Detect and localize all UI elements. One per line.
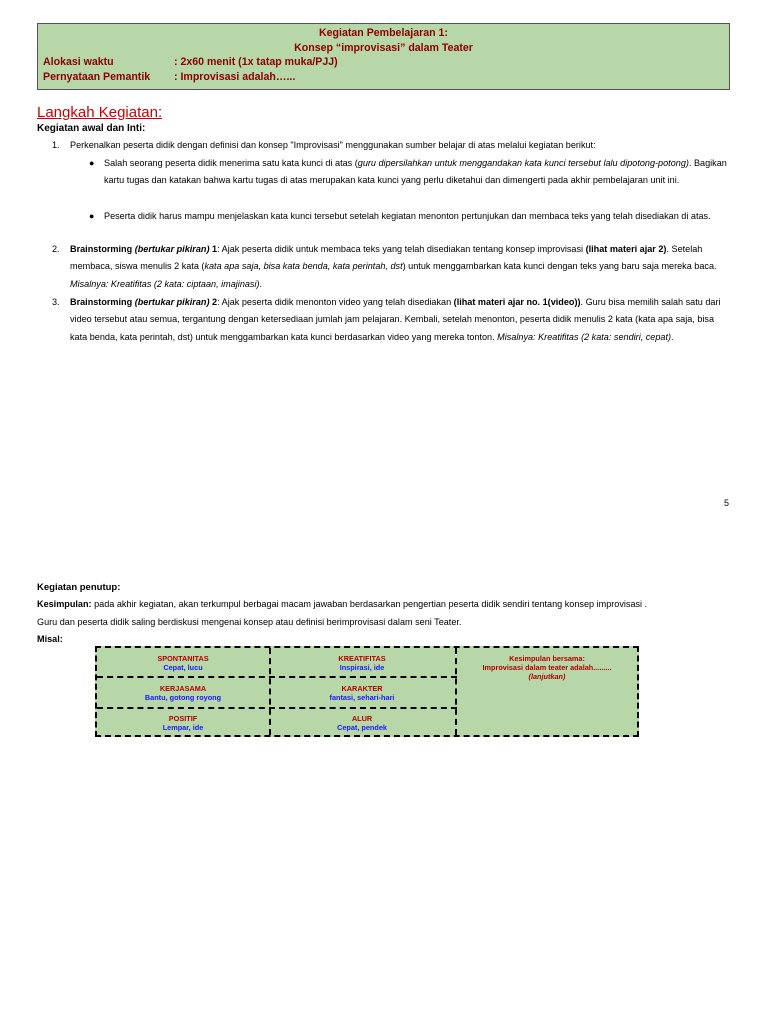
step-2-bold: Brainstorming — [70, 244, 135, 254]
step-2-t4: . — [259, 278, 263, 289]
example-label: Misal: — [37, 634, 63, 644]
trigger-statement-label: Pernyataan Pemantik — [43, 71, 151, 83]
cell-key: SPONTANITAS — [157, 654, 209, 663]
cell-key: KREATIFITAS — [338, 654, 386, 663]
conclusion-text: pada akhir kegiatan, akan terkumpul berbagai macam jawaban berdasarkan pengertian peserta didik sendiri tentang konsep improvisasi . — [91, 599, 648, 609]
conclusion-label: Kesimpulan: — [37, 599, 92, 609]
step-3-bold-num: 2 — [209, 297, 218, 307]
table-cell — [269, 654, 455, 672]
step-2-i1: kata apa saja, bisa kata benda, kata perintah, dst — [204, 261, 403, 272]
conclusion-line — [37, 599, 647, 609]
time-allocation-value: : 2x60 menit (1x tatap muka/PJJ) — [174, 56, 338, 68]
bullet-2-text: Peserta didik harus mampu menjelaskan kata kunci tersebut setelah kegiatan menonton pertunjukan dan membaca teks yang telah disediakan di atas. — [104, 211, 711, 221]
conclusion-cell-line3: (lanjutkan) — [528, 672, 566, 681]
table-cell — [269, 684, 455, 702]
step-3-number: 3. — [52, 297, 60, 307]
table-cell — [97, 714, 269, 732]
step-2-t1: : Ajak peserta didik untuk membaca teks yang telah disediakan tentang konsep improvisasi — [217, 244, 586, 254]
cell-key: KERJASAMA — [159, 684, 207, 693]
activity-title: Kegiatan Pembelajaran 1: — [319, 27, 448, 39]
conclusion-cell-line2: Improvisasi dalam teater adalah......... — [482, 663, 612, 672]
activity-subtitle: Konsep “improvisasi” dalam Teater — [294, 42, 473, 54]
cell-value: Lempar, ide — [162, 723, 204, 732]
step-3-text — [70, 294, 730, 346]
table-cell — [269, 714, 455, 732]
step-3-bold-italic: (bertukar pikiran) — [134, 297, 210, 307]
cell-key: POSITIF — [168, 714, 198, 723]
table-cell — [97, 684, 269, 702]
step-2-t3: ) untuk menggambarkan kata kunci dengan teks yang baru saja mereka baca. — [402, 261, 717, 272]
step-1-number: 1. — [52, 140, 60, 150]
bullet-icon: ● — [89, 158, 95, 168]
bullet-1-rest: . Bagikan kartu tugas dan katakan bahwa kartu tugas di atas merupakan kata kunci yang perlu diketahui dan dimengerti pada akhir pembelajaran unit ini. — [104, 158, 727, 186]
cell-value: Bantu, gotong royong — [144, 693, 222, 702]
step-2-i2: Misalnya: Kreatifitas (2 kata: ciptaan, imajinasi) — [70, 278, 260, 289]
closing-heading: Kegiatan penutup: — [37, 582, 121, 593]
conclusion-cell-line1: Kesimpulan bersama: — [509, 654, 585, 663]
table-cell — [97, 654, 269, 672]
cell-key: KARAKTER — [341, 684, 383, 693]
step-3-t3: . — [671, 331, 674, 342]
table-divider — [97, 707, 457, 709]
bullet-1-text — [104, 155, 730, 190]
section-title: Langkah Kegiatan: — [37, 104, 163, 121]
step-2-number: 2. — [52, 244, 60, 254]
bullet-1-part-a: Salah seorang peserta didik menerima satu kata kunci di atas ( — [104, 158, 358, 168]
section-subtitle: Kegiatan awal dan Inti: — [37, 123, 146, 134]
step-3-bold: Brainstorming — [70, 297, 135, 307]
step-2-t2: . Setelah membaca, siswa menulis 2 kata ( — [70, 244, 703, 272]
step-3-bold2: (lihat materi ajar no. 1(video)) — [453, 297, 581, 307]
cell-value: fantasi, sehari-hari — [329, 693, 395, 702]
cell-value: Cepat, lucu — [163, 663, 203, 672]
step-1-text: Perkenalkan peserta didik dengan definisi dan konsep "Improvisasi" menggunakan sumber belajar di atas melalui kegiatan berikut: — [70, 140, 596, 150]
cell-key: ALUR — [351, 714, 373, 723]
step-3-i1: Misalnya: Kreatifitas (2 kata: sendiri, cepat) — [497, 331, 672, 342]
step-3-t1: : Ajak peserta didik menonton video yang telah disediakan — [217, 297, 454, 307]
conclusion-cell — [457, 654, 637, 681]
trigger-statement-value: : Improvisasi adalah…... — [174, 71, 296, 83]
cell-value: Inspirasi, ide — [339, 663, 385, 672]
bullet-1-italic: guru dipersilahkan untuk menggandakan kata kunci tersebut lalu dipotong-potong) — [357, 158, 689, 168]
step-2-text — [70, 241, 730, 293]
step-2-bold-num: 1 — [209, 244, 218, 254]
table-divider — [97, 676, 457, 678]
step-3-t2: . Guru bisa memilih salah satu dari video tersebut atau semua, tergantung dengan ketersediaan jumlah jam pelajaran. Kembali, setelah menonton, peserta didik menulis 2 kata (kata apa saja, bisa kata benda, kata perintah, dst) untuk menggambarkan kata kunci berdasarkan video yang mereka tonton. — [70, 297, 721, 342]
header-box — [37, 23, 730, 90]
step-2-bold2: (lihat materi ajar 2) — [585, 244, 667, 254]
discussion-line: Guru dan peserta didik saling berdiskusi mengenai konsep atau definisi berimprovisasi dalam seni Teater. — [37, 617, 462, 627]
time-allocation-label: Alokasi waktu — [43, 56, 114, 68]
bullet-icon: ● — [89, 211, 95, 221]
cell-value: Cepat, pendek — [337, 723, 387, 732]
step-2-bold-italic: (bertukar pikiran) — [134, 244, 210, 254]
page-number: 5 — [724, 498, 730, 508]
example-table — [95, 646, 639, 737]
